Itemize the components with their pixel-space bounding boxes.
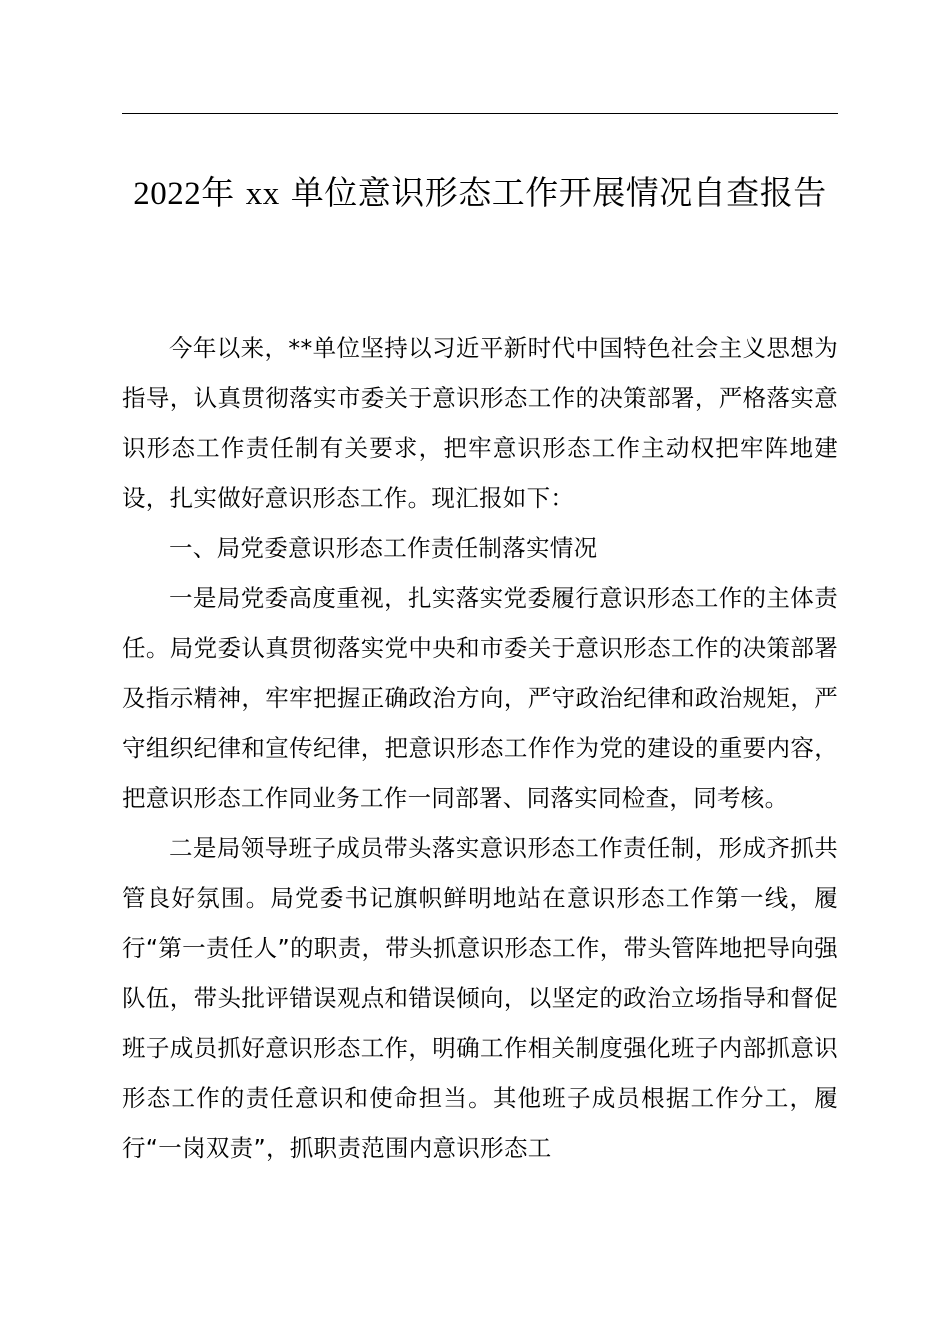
title-year: 2022 bbox=[133, 176, 202, 212]
paragraph-point-1: 一是局党委高度重视，扎实落实党委履行意识形态工作的主体责任。局党委认真贯彻落实党中央和市委关于意识形态工作的决策部署及指示精神，牢牢把握正确政治方向，严守政治纪律和政治规矩，严守组织纪律和宣传纪律，把意识形态工作作为党的建设的重要内容，把意识形态工作同业务工作一同部署、同落实同检查，同考核。 bbox=[122, 584, 838, 812]
title-main-text: 单位意识形态工作开展情况自查报告 bbox=[290, 173, 827, 212]
section-heading-1: 一、局党委意识形态工作责任制落实情况 bbox=[169, 534, 598, 562]
header-rule bbox=[122, 113, 838, 114]
title-year-suffix: 年 bbox=[201, 173, 235, 212]
document-title bbox=[122, 168, 838, 219]
title-unit-placeholder: xx bbox=[245, 176, 280, 212]
paragraph-intro: 今年以来，**单位坚持以习近平新时代中国特色社会主义思想为指导，认真贯彻落实市委关于意识形态工作的决策部署，严格落实意识形态工作责任制有关要求，把牢意识形态工作主动权把牢阵地建设，扎实做好意识形态工作。现汇报如下： bbox=[122, 334, 838, 512]
document-body bbox=[122, 323, 838, 1173]
paragraph-point-2: 二是局领导班子成员带头落实意识形态工作责任制，形成齐抓共管良好氛围。局党委书记旗帜鲜明地站在意识形态工作第一线，履行“第一责任人”的职责，带头抓意识形态工作，带头管阵地把导向强队伍，带头批评错误观点和错误倾向，以坚定的政治立场指导和督促班子成员抓好意识形态工作，明确工作相关制度强化班子内部抓意识形态工作的责任意识和使命担当。其他班子成员根据工作分工，履行“一岗双责”，抓职责范围内意识形态工 bbox=[122, 834, 838, 1162]
